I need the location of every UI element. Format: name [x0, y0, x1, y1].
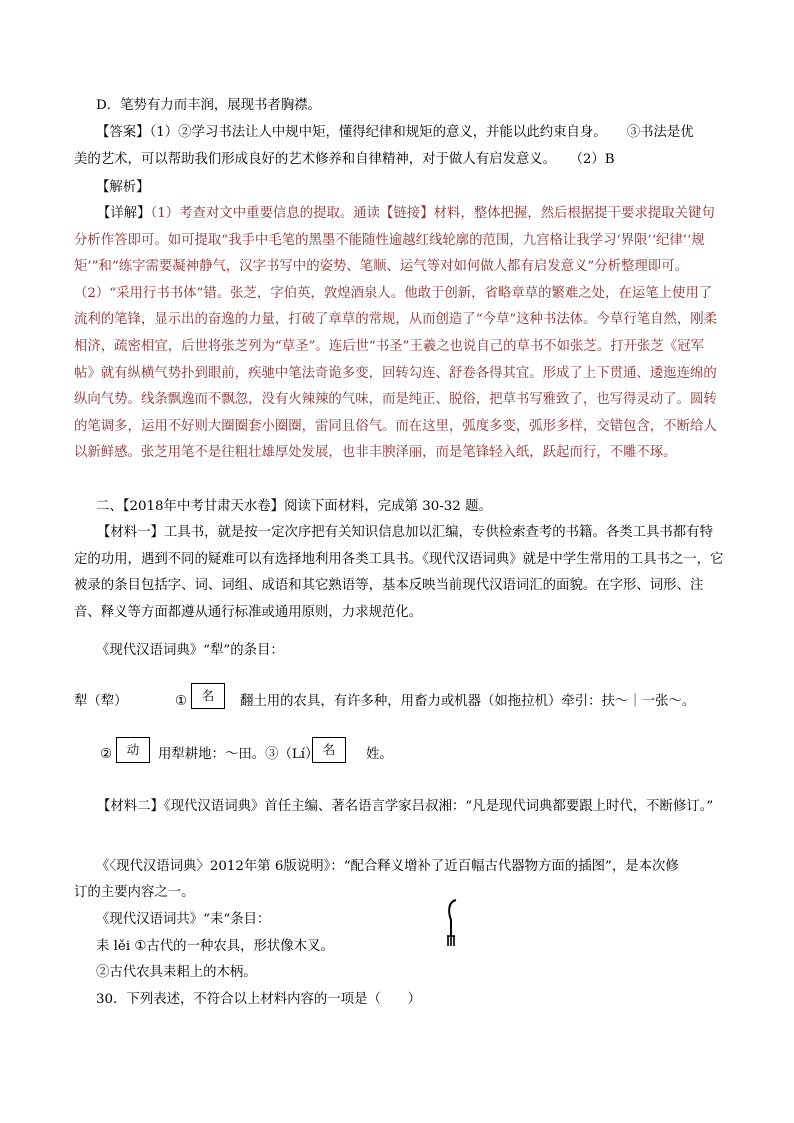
pos-box-noun-2: 名	[312, 737, 346, 763]
option-d: D．笔势有力而丰润，展现书者胸襟。	[96, 98, 321, 113]
answer-label: 【答案】	[96, 125, 150, 140]
entry-li-def-3: 姓。	[366, 747, 393, 762]
material-2-label: 【材料二】	[97, 799, 164, 814]
material-2-line-2a: 《〈现代汉语词典〉2012年第 6版说明》：“配合释义增补了近百幅古代器物方面的插图”，是本次修	[96, 859, 679, 874]
farm-tool-illustration	[442, 898, 464, 948]
material-2-text: 《现代汉语词典》首任主编、著名语言学家吕叔湘：“凡是现代词典都要跟上时代，不断修订。”	[163, 799, 714, 814]
entry-li-def-2: 用犁耕地：～田。③（Lí）	[158, 747, 319, 762]
material-2-line-2b: 订的主要内容之一。	[74, 885, 195, 900]
material-1-paragraph	[74, 520, 724, 626]
detail-text: （1）考查对文中重要信息的提取。通读【链接】材料，整体把握，然后根据提干要求提取关键句分析作答即可。如可提取“我手中毛笔的黑墨不能随性逾越红线轮廓的范围，九宫格让我学习‘界限’‘纪律’‘规矩’”和“练字需要凝神静气，汉字书写中的姿势、笔顺、运气等对如何做人都有启发意义”分析整理即可。（2）“采用行书书体”错。张芝，字伯英，敦煌酒泉人。他敢于创新，省略章草的繁难之处，在运笔上使用了流利的笔锋，显示出的奋逸的力量，打破了章草的常规，从而创造了“今草”这种书法体。今草行笔自然，刚柔相济，疏密相宜，后世将张芝列为“草圣”。连后世“书圣”王羲之也说自己的草书不如张芝。打开张芝《冠军帖》就有纵横气势扑到眼前，疾驰中笔法奇诡多变，回转勾连、舒卷各得其宜。形成了上下贯通、逶迤连绵的纵向气势。线条飘逸而不飘忽，没有火辣辣的气味，而是纯正、脱俗，把草书写雅致了，也写得灵动了。圆转的笔调多，运用不好则大圈圈套小圈圈，雷同且俗气。而在这里，弧度多变，弧形多样，交错包含，不断给人以新鲜感。张芝用笔不是往粗壮雄厚处发展，也非丰腴泽丽，而是笔锋轻入纸，跃起而行，不雕不琢。	[74, 206, 718, 461]
detail-label: 【详解】	[97, 206, 151, 221]
material-1-label: 【材料一】	[97, 525, 164, 540]
answer-text-1: （1）②学习书法让人中规中矩，懂得纪律和规矩的意义，并能以此约束自身。 ③书法是优	[149, 125, 694, 140]
question-30: 30．下列表述，不符合以上材料内容的一项是（ ）	[96, 992, 422, 1007]
entry-li-def-1: 翻土用的农具，有许多种，用畜力或机器（如拖拉机）牵引：扶～｜一张～。	[240, 694, 696, 709]
pos-box-noun-1: 名	[191, 683, 225, 709]
answer-line-1	[96, 123, 694, 143]
entry-li-num-1: ①	[175, 694, 188, 709]
entry-li-head: 犁（犂）	[74, 694, 128, 709]
detail-paragraph	[74, 201, 724, 467]
analysis-label: 【解析】	[96, 180, 150, 195]
answer-line-2: 美的艺术，可以帮助我们形成良好的艺术修养和自律精神，对于做人有启发意义。 （2）B	[74, 152, 615, 167]
pos-box-verb: 动	[116, 737, 150, 763]
material-1-text: 工具书，就是按一定次序把有关知识信息加以汇编，专供检索查考的书籍。各类工具书都有特定的功用，遇到不同的疑难可以有选择地利用各类工具书。《现代汉语词典》就是中学生常用的工具书之一，它被录的条目包括字、词、词组、成语和其它熟语等，基本反映当前现代汉语词汇的面貌。在字形、词形、注音、释义等方面都遵从通行标准或通用原则，力求规范化。	[74, 525, 724, 620]
entry-lei-intro: 《现代汉语词共》“耒“条目：	[96, 912, 271, 927]
entry-li-num-2: ②	[100, 747, 113, 762]
entry-lei-line-2: ②古代农具耒耜上的木柄。	[96, 965, 257, 980]
material-2-paragraph	[74, 794, 724, 821]
entry-lei-line-1: 耒 lěi ①古代的一种农具，形状像木叉。	[96, 939, 334, 954]
section-2-title: 二、【2018年中考甘肃天水卷】阅读下面材料，完成第 30-32 题。	[96, 499, 492, 514]
entry-li-intro: 《现代汉语词典》“犁”的条目：	[96, 643, 284, 658]
